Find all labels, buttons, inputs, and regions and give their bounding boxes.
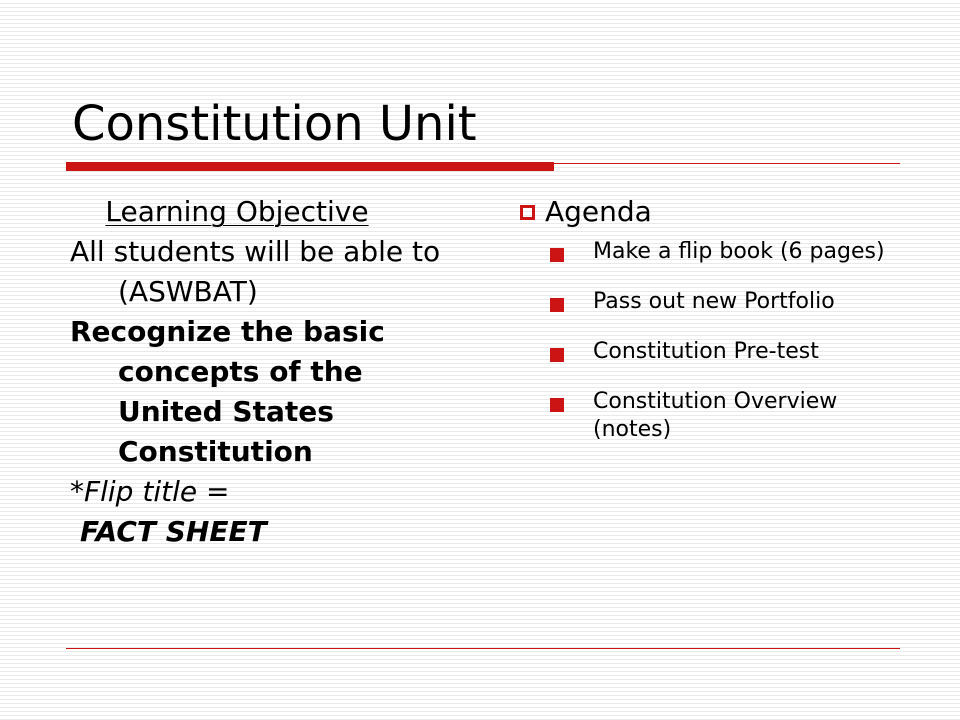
square-bullet-icon [550, 398, 564, 412]
agenda-item-text: Constitution Overview (notes) [593, 389, 838, 442]
fact-sheet-label: FACT SHEET [80, 515, 267, 548]
learning-objective-column [70, 192, 470, 552]
agenda-item-text: Pass out new Portfolio [593, 289, 835, 314]
agenda-item-text: Make a flip book (6 pages) [593, 239, 885, 264]
square-bullet-icon [550, 348, 564, 362]
square-bullet-icon [550, 248, 564, 262]
objective-heading: Learning Objective [105, 195, 369, 228]
bottom-rule [66, 648, 900, 649]
agenda-heading-row [518, 192, 888, 232]
title-accent-bar [66, 162, 554, 171]
agenda-list [518, 238, 888, 444]
agenda-item [518, 388, 888, 444]
agenda-heading: Agenda [545, 195, 652, 228]
agenda-item [518, 238, 888, 266]
agenda-item-text: Constitution Pre-test [593, 339, 819, 364]
slide-title: Constitution Unit [72, 96, 477, 152]
flip-title-label: *Flip title = [70, 475, 230, 508]
objective-statement: Recognize the basic concepts of the United States Constitution [70, 315, 385, 468]
objective-intro: All students will be able to (ASWBAT) [70, 235, 441, 308]
agenda-column [518, 192, 888, 466]
agenda-item [518, 338, 888, 366]
hollow-square-bullet-icon [520, 205, 535, 220]
square-bullet-icon [550, 298, 564, 312]
agenda-item [518, 288, 888, 316]
